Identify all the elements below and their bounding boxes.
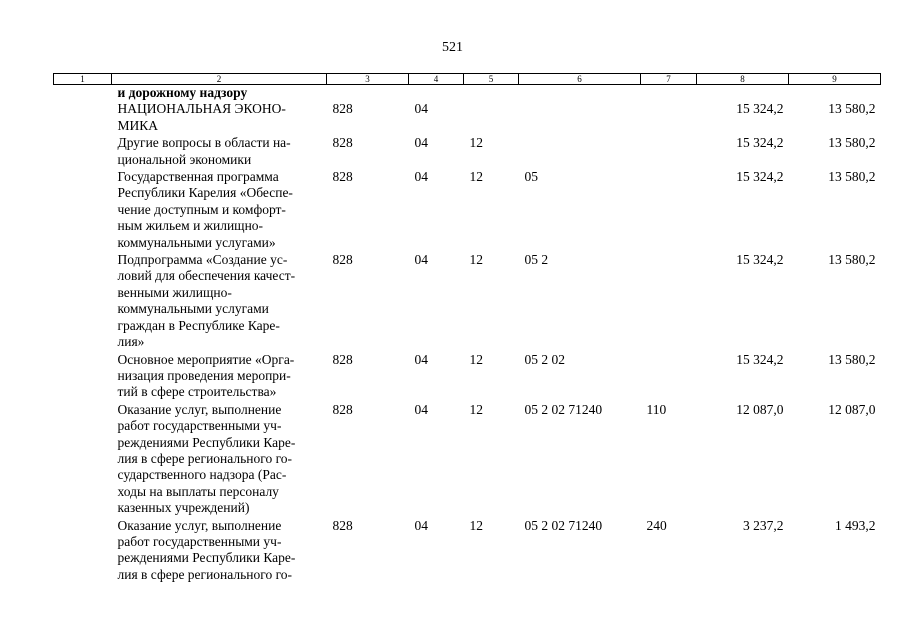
target-code-cell: 05 2 02 71240 — [524, 517, 603, 533]
name-line: казенных учреждений) — [117, 500, 250, 516]
row-number-cell — [54, 101, 112, 135]
subsection-code-cell: 12 — [469, 252, 483, 268]
admin-code-cell: 828 — [332, 351, 353, 367]
target-code-cell — [519, 135, 641, 169]
section-code-cell: 04 — [414, 252, 428, 268]
name-line: Оказание услуг, выполнение — [117, 517, 282, 533]
section-code-cell: 04 — [414, 517, 428, 533]
name-line: сударственного надзора (Рас- — [117, 467, 287, 483]
column-number-header — [54, 74, 881, 85]
amount-cell-1: 3 237,2 — [743, 517, 784, 533]
name-line: работ государственными уч- — [117, 533, 282, 549]
row-number-cell — [54, 252, 112, 351]
target-code-cell: 05 2 — [524, 252, 549, 268]
table-row — [54, 169, 881, 252]
section-code-cell: 04 — [414, 135, 428, 151]
amount-cell-1: 15 324,2 — [736, 252, 784, 268]
column-header: 2 — [112, 74, 327, 85]
budget-table — [53, 73, 881, 584]
name-line: ловий для обеспечения качест- — [117, 268, 296, 284]
column-header: 3 — [327, 74, 409, 85]
table-row — [54, 135, 881, 169]
row-number-cell — [54, 169, 112, 252]
page-number: 521 — [442, 40, 463, 55]
subsection-code-cell — [464, 85, 519, 102]
amount-cell-2: 13 580,2 — [828, 252, 876, 268]
name-line: и дорожному надзору — [117, 85, 248, 100]
row-name-cell — [112, 135, 327, 169]
section-code-cell: 04 — [414, 101, 428, 117]
name-line: чение доступным и комфорт- — [117, 201, 286, 217]
row-number-cell — [54, 85, 112, 102]
subsection-code-cell: 12 — [469, 169, 483, 185]
amount-cell-1 — [697, 85, 789, 102]
expense-type-cell — [641, 252, 697, 351]
amount-cell-2 — [789, 85, 881, 102]
row-number-cell — [54, 518, 112, 585]
row-name-cell — [112, 101, 327, 135]
table-row — [54, 85, 881, 102]
column-header: 1 — [54, 74, 112, 85]
column-header: 4 — [409, 74, 464, 85]
section-code-cell: 04 — [414, 169, 428, 185]
expense-type-cell — [641, 135, 697, 169]
amount-cell-1: 15 324,2 — [736, 169, 784, 185]
name-line: циональной экономики — [117, 151, 252, 167]
column-header: 9 — [789, 74, 881, 85]
row-name-cell — [112, 252, 327, 351]
row-number-cell — [54, 352, 112, 402]
admin-code-cell: 828 — [332, 169, 353, 185]
name-line: Государственная программа — [117, 169, 279, 185]
name-line: МИКА — [117, 117, 159, 133]
amount-cell-1: 15 324,2 — [736, 351, 784, 367]
admin-code-cell: 828 — [332, 101, 353, 117]
admin-code-cell: 828 — [332, 401, 353, 417]
table-row — [54, 352, 881, 402]
name-line: ходы на выплаты персоналу — [117, 483, 279, 499]
amount-cell-2: 13 580,2 — [828, 135, 876, 151]
amount-cell-1: 15 324,2 — [736, 135, 784, 151]
row-name-cell — [112, 402, 327, 518]
name-line: коммунальными услугами — [117, 301, 269, 317]
amount-cell-2: 13 580,2 — [828, 101, 876, 117]
row-number-cell — [54, 135, 112, 169]
table-row — [54, 252, 881, 351]
name-line: реждениями Республики Каре- — [117, 550, 296, 566]
column-header: 5 — [464, 74, 519, 85]
name-line: Республики Карелия «Обеспе- — [117, 185, 293, 201]
name-line: Другие вопросы в области на- — [117, 135, 291, 151]
expense-type-cell — [641, 101, 697, 135]
name-line: коммунальными услугами» — [117, 234, 276, 250]
section-code-cell: 04 — [414, 351, 428, 367]
row-name-cell — [112, 352, 327, 402]
amount-cell-2: 13 580,2 — [828, 351, 876, 367]
subsection-code-cell: 12 — [469, 351, 483, 367]
expense-type-cell — [641, 85, 697, 102]
row-number-cell — [54, 402, 112, 518]
row-name-cell — [112, 85, 327, 102]
name-line: Основное мероприятие «Орга- — [117, 351, 295, 367]
name-line: низация проведения меропри- — [117, 367, 291, 383]
expense-type-cell: 240 — [646, 517, 667, 533]
section-code-cell: 04 — [414, 401, 428, 417]
admin-code-cell: 828 — [332, 252, 353, 268]
expense-type-cell — [641, 352, 697, 402]
target-code-cell — [519, 101, 641, 135]
admin-code-cell — [327, 85, 409, 102]
column-header: 8 — [697, 74, 789, 85]
section-code-cell — [409, 85, 464, 102]
name-line: венными жилищно- — [117, 284, 232, 300]
name-line: тий в сфере строительства» — [117, 384, 277, 400]
name-line: лия в сфере регионального го- — [117, 566, 293, 582]
amount-cell-2: 13 580,2 — [828, 169, 876, 185]
name-line: реждениями Республики Каре- — [117, 434, 296, 450]
target-code-cell: 05 2 02 — [524, 351, 565, 367]
name-line: лия» — [117, 334, 145, 350]
name-line: граждан в Республике Каре- — [117, 317, 280, 333]
table-row — [54, 518, 881, 585]
name-line: работ государственными уч- — [117, 418, 282, 434]
row-name-cell — [112, 169, 327, 252]
admin-code-cell: 828 — [332, 517, 353, 533]
amount-cell-1: 15 324,2 — [736, 101, 784, 117]
expense-type-cell: 110 — [646, 401, 667, 417]
name-line: лия в сфере регионального го- — [117, 450, 293, 466]
name-line: Подпрограмма «Создание ус- — [117, 252, 288, 268]
column-header: 6 — [519, 74, 641, 85]
subsection-code-cell: 12 — [469, 135, 483, 151]
amount-cell-2: 12 087,0 — [828, 401, 876, 417]
expense-type-cell — [641, 169, 697, 252]
name-line: Оказание услуг, выполнение — [117, 401, 282, 417]
subsection-code-cell — [464, 101, 519, 135]
name-line: ным жильем и жилищно- — [117, 218, 264, 234]
target-code-cell: 05 — [524, 169, 538, 185]
amount-cell-2: 1 493,2 — [835, 517, 876, 533]
row-name-cell — [112, 518, 327, 585]
name-line: НАЦИОНАЛЬНАЯ ЭКОНО- — [117, 101, 286, 117]
admin-code-cell: 828 — [332, 135, 353, 151]
table-row — [54, 402, 881, 518]
table-row — [54, 101, 881, 135]
target-code-cell: 05 2 02 71240 — [524, 401, 603, 417]
subsection-code-cell: 12 — [469, 401, 483, 417]
target-code-cell — [519, 85, 641, 102]
subsection-code-cell: 12 — [469, 517, 483, 533]
column-header: 7 — [641, 74, 697, 85]
amount-cell-1: 12 087,0 — [736, 401, 784, 417]
